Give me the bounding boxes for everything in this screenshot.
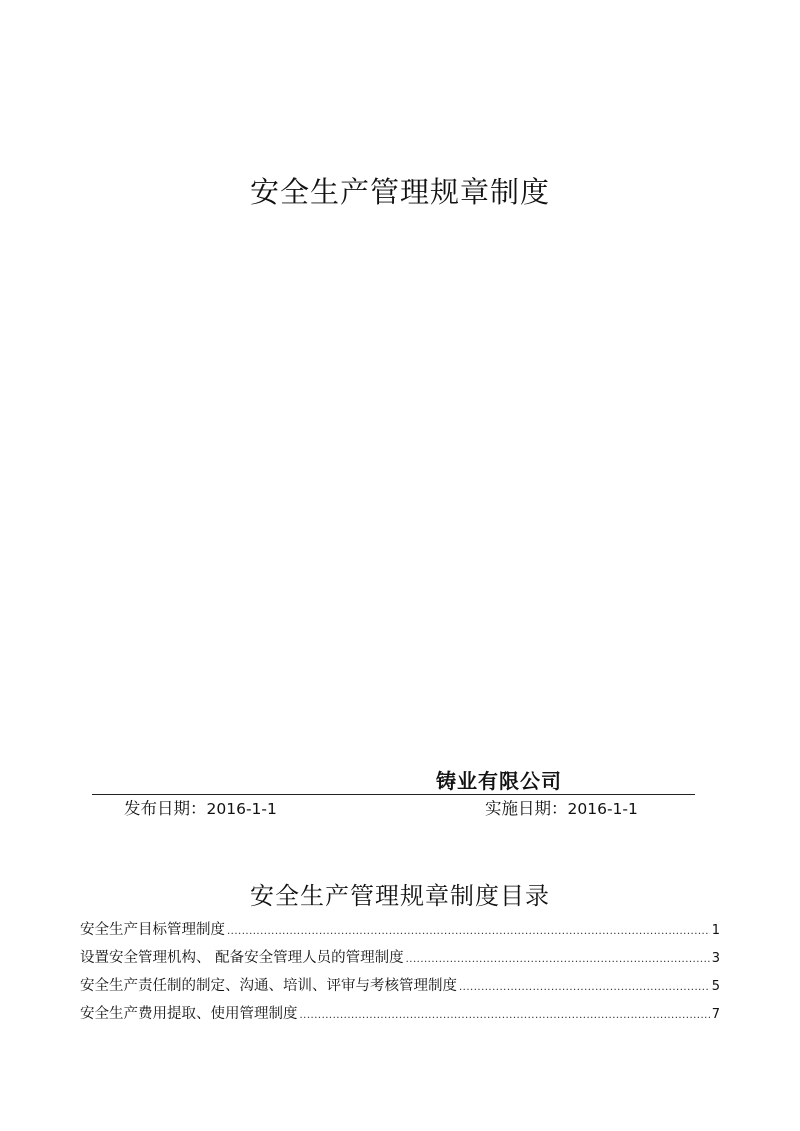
- table-of-contents: [80, 916, 720, 1028]
- document-title: 安全生产管理规章制度: [249, 175, 550, 209]
- toc-entry-text: 设置安全管理机构、 配备安全管理人员的管理制度: [80, 950, 404, 966]
- toc-entry-text: 安全生产责任制的制定、沟通、培训、评审与考核管理制度: [80, 978, 457, 994]
- effective-date: [485, 797, 638, 821]
- toc-entry-text: 安全生产目标管理制度: [80, 922, 225, 938]
- company-name: 铸业有限公司: [436, 769, 562, 793]
- toc-entry-page: 3: [711, 951, 720, 966]
- effective-date-label: 实施日期：: [485, 799, 568, 818]
- publish-date: [124, 797, 277, 821]
- publish-date-value: 2016-1-1: [206, 800, 277, 818]
- effective-date-value: 2016-1-1: [567, 800, 638, 818]
- toc-entry-page: 1: [711, 923, 720, 938]
- toc-dot-leader: [227, 918, 710, 946]
- toc-title: 安全生产管理规章制度目录: [250, 882, 550, 910]
- toc-entry-page: 7: [711, 1007, 720, 1022]
- header-rule: [92, 794, 695, 795]
- publish-date-label: 发布日期：: [124, 799, 207, 818]
- toc-dot-leader: [406, 946, 710, 974]
- toc-dot-leader: [459, 974, 710, 1002]
- toc-entry[interactable]: [80, 972, 720, 1000]
- toc-entry-page: 5: [711, 979, 720, 994]
- toc-entry-text: 安全生产费用提取、使用管理制度: [80, 1006, 298, 1022]
- toc-entry[interactable]: [80, 1000, 720, 1028]
- toc-entry[interactable]: [80, 916, 720, 944]
- toc-dot-leader: [300, 1002, 710, 1030]
- toc-entry[interactable]: [80, 944, 720, 972]
